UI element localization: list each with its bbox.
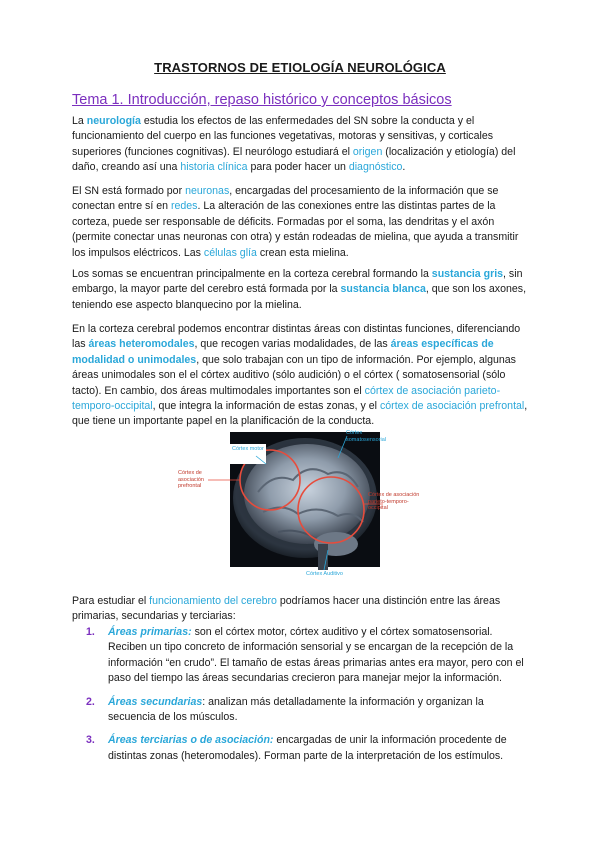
- term-neurologia: neurología: [86, 115, 141, 127]
- term-cortex-prefrontal: córtex de asociación prefrontal: [379, 400, 525, 413]
- term-diagnostico: diagnóstico: [348, 161, 403, 174]
- paragraph-areas: En la corteza cerebral podemos encontrar distintas áreas con distintas funciones, diferenciando las áreas heteromodales, que recogen varias modalidades, de las áreas específicas de modalidad o unimodales, que solo trabajan con un tipo de información. Por ejemplo, algunas áreas unimodales son el el córtex auditivo (sólo audición) o el córtex ( somatosensorial (sólo tacto). En cambio, dos áreas multimodales importantes son el córtex de asociación parieto-temporo-occipital, que integra la información de estas zonas, y el córtex de asociación prefrontal, que tiene un importante papel en la planificación de la conducta.: [72, 323, 528, 428]
- list-term: Áreas secundarias: [108, 695, 203, 708]
- paragraph-neuronas: El SN está formado por neuronas, encargadas del procesamiento de la información que se conectan entre sí en redes. La alteración de las conexiones entre las distintas partes de la corteza, puede ser responsable de déficits. Formadas por el soma, las dendritas y el axón (permite conectar unas neuronas con otra) y están rodeadas de mielina, que ayuda a transmitir los impulsos eléctricos. Las células glía crean esta mielina.: [72, 185, 519, 259]
- list-term: Áreas terciarias o de asociación:: [108, 734, 274, 747]
- label-cortex-motor: Córtex motor: [232, 446, 264, 452]
- list-item: 1. Áreas primarias: son el córtex motor, córtex auditivo y el córtex somatosensorial. Reciben un tipo concreto de información sensorial y se encargan de la recepción de la información “en crudo”. El tamaño de estas áreas primarias antes era mayor, pero con el paso del tiempo las áreas secundarias crecieron para manejar mejor la información.: [86, 626, 524, 685]
- label-cortex-prefrontal: Córtex de asociación prefrontal: [178, 470, 204, 489]
- term-celulas-glia: células glía: [203, 246, 257, 259]
- label-cortex-parieto: Córtex de asociación parieto-temporo-occipital: [368, 492, 420, 511]
- paragraph-sustancias: Los somas se encuentran principalmente en la corteza cerebral formando la sustancia gris, sin embargo, la mayor parte del cerebro está formada por la sustancia blanca, que son los axones, teniendo ese aspecto blanquecino por la mielina.: [72, 268, 527, 311]
- term-areas-unimodales: áreas específicas de modalidad o unimodales: [72, 338, 494, 366]
- term-areas-heteromodales: áreas heteromodales: [88, 338, 195, 351]
- term-cortex-parieto: córtex de asociación parieto-temporo-occipital: [72, 384, 501, 413]
- term-historia-clinica: historia clínica: [180, 161, 248, 174]
- paragraph-neurologia: La neurología estudia los efectos de las enfermedades del SN sobre la conducta y el funcionamiento del cuerpo en las funciones vegetativas, motoras y sensitivas, y corticales superiores (funciones cognitivas). El neurólogo estudiará el origen (localización y etiología) del daño, creando así una historia clínica para poder hacer un diagnóstico.: [72, 115, 516, 174]
- paragraph-funcionamiento: Para estudiar el funcionamiento del cerebro podríamos hacer una distinción entre las áreas primarias, secundarias y terciarias:: [72, 595, 501, 623]
- label-cortex-auditivo: Córtex Auditivo: [306, 571, 343, 577]
- term-funcionamiento: funcionamiento del cerebro: [149, 595, 277, 607]
- label-cortex-somatosensorial: Córtex somatosensorial: [346, 430, 387, 443]
- list-item: 3. Áreas terciarias o de asociación: encargadas de unir la información procedente de distintas zonas (heteromodales). Forman parte de la interpretación de los estímulos.: [86, 734, 507, 762]
- section-heading: Tema 1. Introducción, repaso histórico y conceptos básicos: [72, 92, 452, 108]
- list-item: 2. Áreas secundarias: analizan más detalladamente la información y organizan la secuencia de los músculos.: [86, 695, 484, 724]
- brain-figure: [168, 432, 438, 580]
- list-term: Áreas primarias:: [108, 626, 192, 638]
- areas-list: [72, 625, 534, 772]
- term-redes: redes: [170, 200, 198, 213]
- term-neuronas: neuronas: [185, 185, 230, 197]
- term-origen: origen: [352, 145, 383, 158]
- term-sustancia-gris: sustancia gris: [431, 268, 504, 280]
- term-sustancia-blanca: sustancia blanca: [340, 283, 426, 296]
- document-title: TRASTORNOS DE ETIOLOGÍA NEUROLÓGICA: [154, 60, 446, 75]
